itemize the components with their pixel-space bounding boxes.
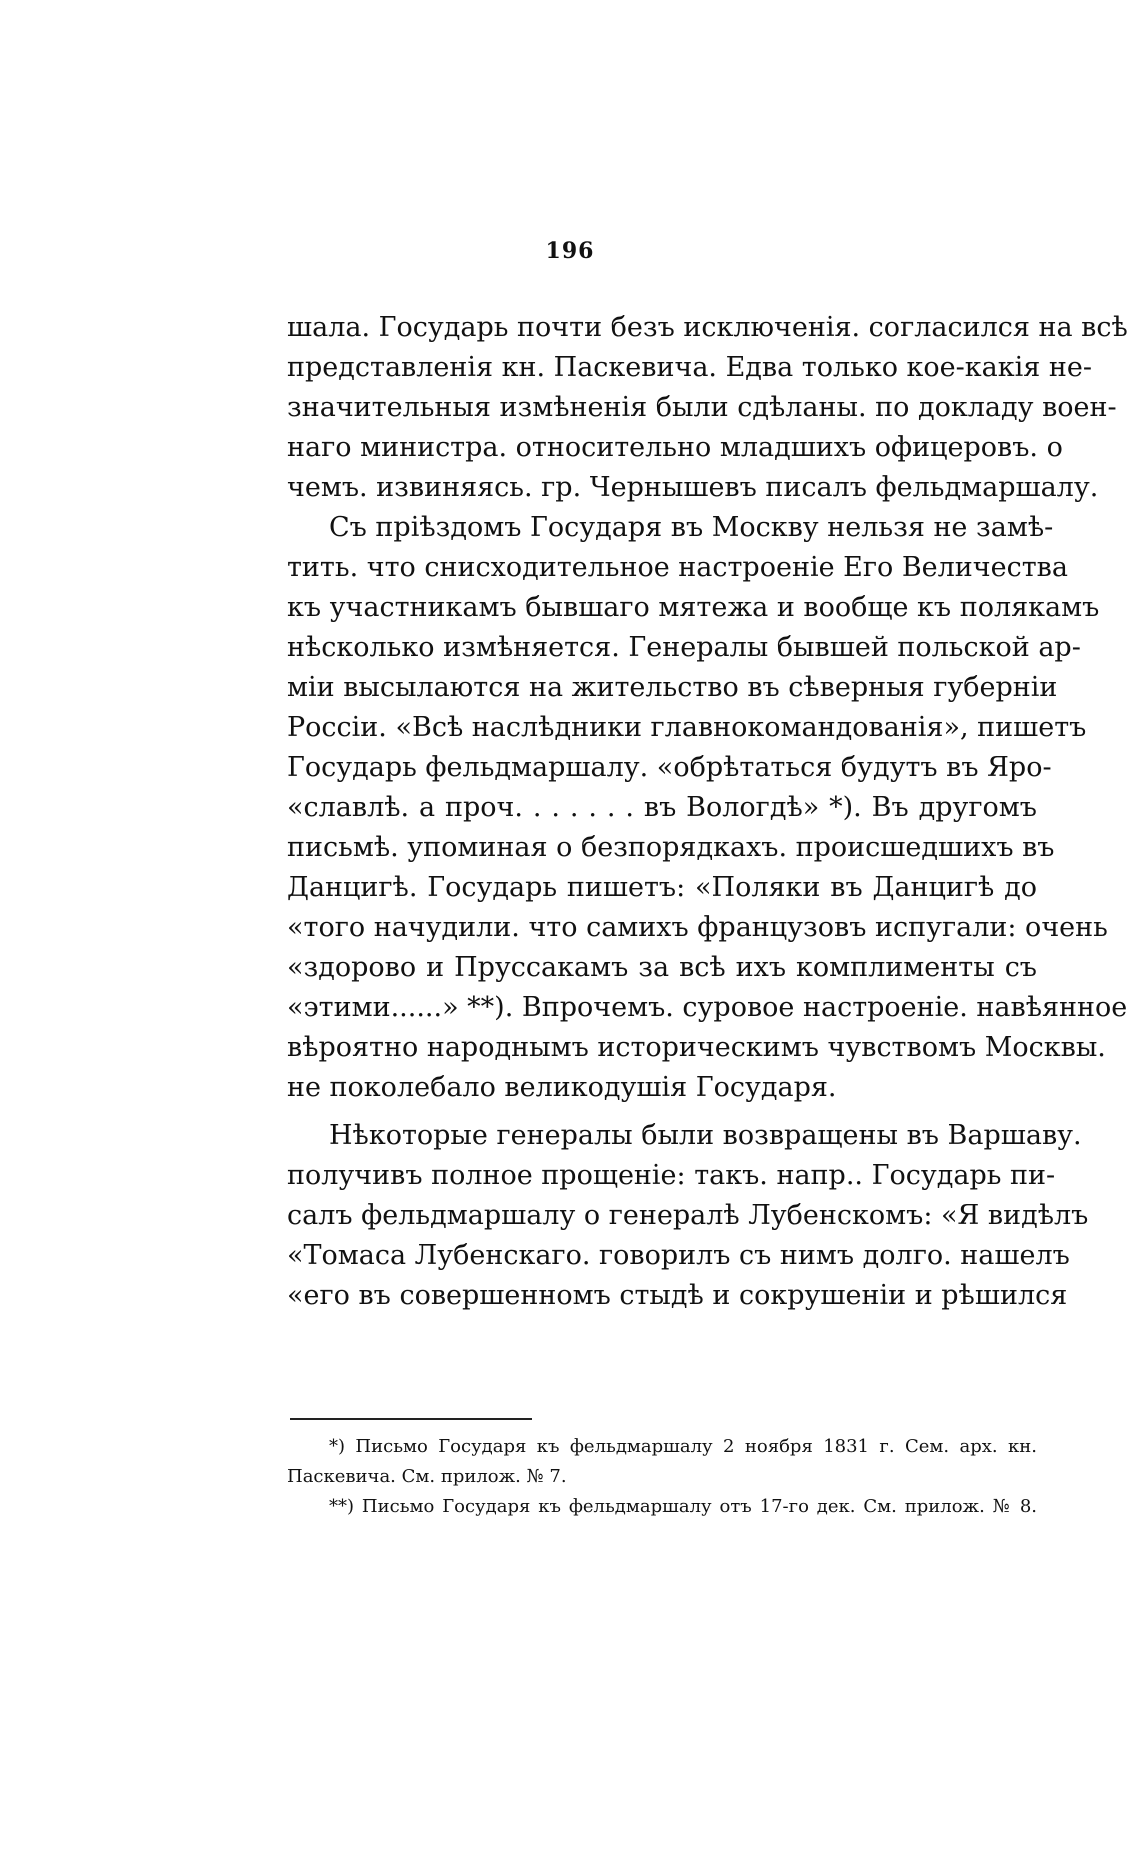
text-line: салъ фельдмаршалу о генералѣ Лубенскомъ: «Я видѣлъ: [287, 1200, 1089, 1231]
page-number: 196: [545, 238, 595, 264]
text-line: не поколебало великодушія Государя.: [287, 1072, 837, 1103]
paragraph: [287, 508, 1128, 1108]
footnote-line: Паскевича. См. прилож. № 7.: [287, 1466, 567, 1487]
text-line: наго министра. относительно младшихъ офицеровъ. о: [287, 432, 1063, 463]
footnotes: [287, 1432, 1037, 1522]
text-line: къ участникамъ бывшаго мятежа и вообще къ полякамъ: [287, 592, 1100, 623]
text-line: шала. Государь почти безъ исключенія. согласился на всѣ: [287, 312, 1128, 343]
text-line: письмѣ. упоминая о безпорядкахъ. происшедшихъ въ: [287, 832, 1055, 863]
text-line: чемъ. извиняясь. гр. Чернышевъ писалъ фельдмаршалу.: [287, 472, 1099, 503]
text-line: нѣсколько измѣняется. Генералы бывшей польской ар-: [287, 632, 1081, 663]
text-line: «этими......» **). Впрочемъ. суровое настроеніе. навѣянное: [287, 992, 1128, 1023]
footnote: [287, 1492, 1037, 1522]
text-line: Данцигѣ. Государь пишетъ: «Поляки въ Данцигѣ до: [287, 872, 1037, 903]
main-text: [287, 308, 1128, 1316]
text-line: представленія кн. Паскевича. Едва только кое-какія не-: [287, 352, 1092, 383]
text-line: «славлѣ. а проч. . . . . . . въ Вологдѣ» *). Въ другомъ: [287, 792, 1037, 823]
footnote-line: *) Письмо Государя къ фельдмаршалу 2 ноября 1831 г. Сем. арх. кн.: [329, 1436, 1037, 1457]
footnote: [287, 1432, 1037, 1492]
text-line: получивъ полное прощеніе: такъ. напр.. Государь пи-: [287, 1160, 1056, 1191]
text-line: Государь фельдмаршалу. «обрѣтаться будутъ въ Яро-: [287, 752, 1052, 783]
text-line: Съ пріѣздомъ Государя въ Москву нельзя не замѣ-: [329, 512, 1054, 543]
text-line: вѣроятно народнымъ историческимъ чувствомъ Москвы.: [287, 1032, 1106, 1063]
text-line: «Томаса Лубенскаго. говорилъ съ нимъ долго. нашелъ: [287, 1240, 1070, 1271]
footnote-divider: [290, 1418, 532, 1420]
footnote-line: **) Письмо Государя къ фельдмаршалу отъ 17-го дек. См. прилож. № 8.: [329, 1496, 1037, 1517]
text-line: значительныя измѣненія были сдѣланы. по докладу воен-: [287, 392, 1117, 423]
paragraph: [287, 1116, 1089, 1316]
text-line: міи высылаются на жительство въ сѣверныя губерніи: [287, 672, 1058, 703]
text-line: «здорово и Пруссакамъ за всѣ ихъ комплименты съ: [287, 952, 1037, 983]
text-line: Нѣкоторые генералы были возвращены въ Варшаву.: [329, 1120, 1082, 1151]
text-line: «его въ совершенномъ стыдѣ и сокрушеніи и рѣшился: [287, 1280, 1068, 1311]
text-line: тить. что снисходительное настроеніе Его Величества: [287, 552, 1068, 583]
text-line: «того начудили. что самихъ французовъ испугали: очень: [287, 912, 1108, 943]
text-line: Россіи. «Всѣ наслѣдники главнокомандованія», пишетъ: [287, 712, 1087, 743]
paragraph-gap: [287, 1108, 1037, 1116]
paragraph: [287, 308, 1128, 508]
